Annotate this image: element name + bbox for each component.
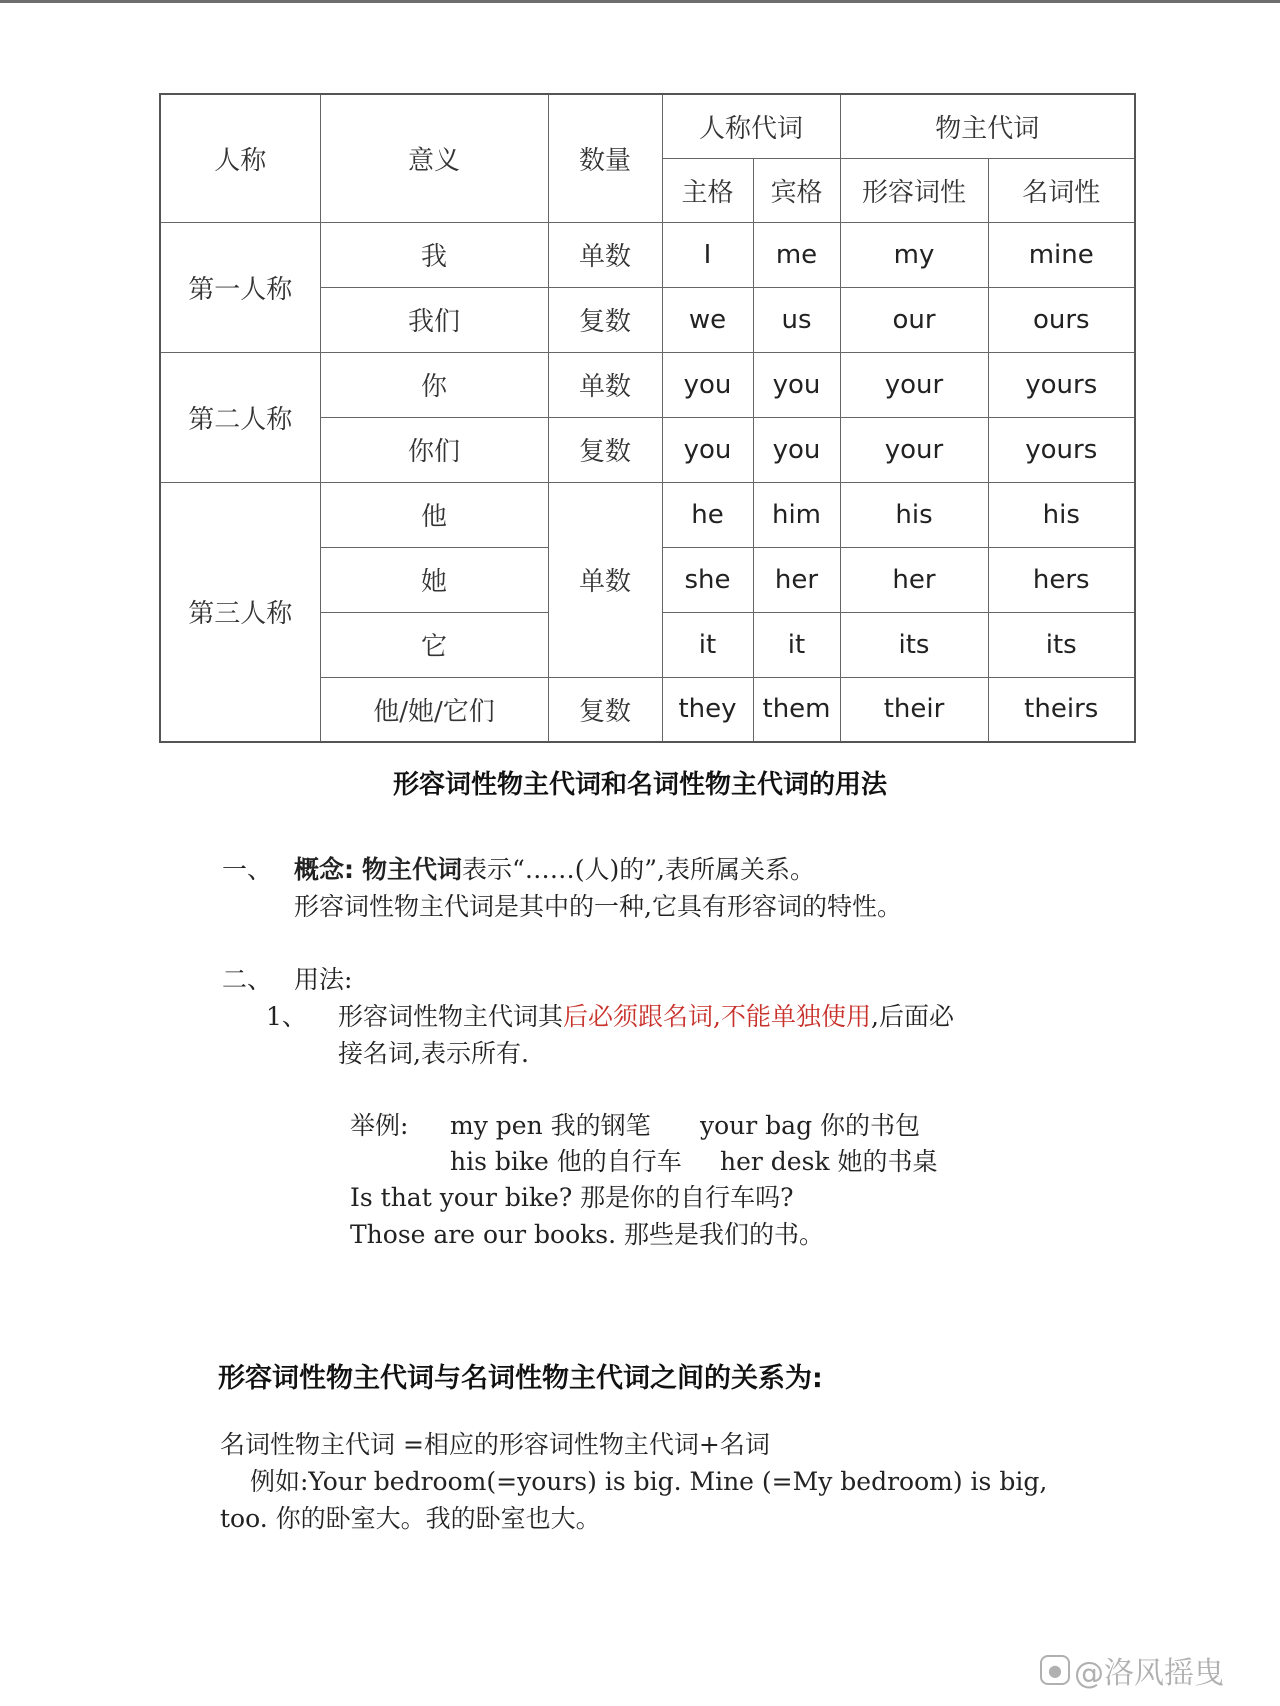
- cell-subject: I: [662, 222, 753, 287]
- example-4: her desk 她的书桌: [720, 1147, 938, 1176]
- watermark-logo-icon: ●: [1040, 1655, 1070, 1685]
- cell-adjective: my: [840, 222, 988, 287]
- cell-noun: his: [988, 482, 1135, 547]
- cell-adjective: her: [840, 547, 988, 612]
- cell-noun: ours: [988, 287, 1135, 352]
- cell-adjective: his: [840, 482, 988, 547]
- cell-meaning: 你: [320, 352, 548, 417]
- cell-number: 单数: [548, 222, 662, 287]
- example-1: my pen 我的钢笔: [450, 1111, 651, 1140]
- cell-number: 单数: [548, 482, 662, 677]
- cell-subject: it: [662, 612, 753, 677]
- concept-number: 一、: [222, 855, 273, 884]
- concept-term: 物主代词: [361, 855, 462, 884]
- cell-meaning: 它: [320, 612, 548, 677]
- cell-object: us: [753, 287, 840, 352]
- cell-meaning: 他/她/它们: [320, 677, 548, 742]
- header-person: 人称: [160, 94, 320, 222]
- cell-adjective: your: [840, 417, 988, 482]
- header-meaning: 意义: [320, 94, 548, 222]
- example-label: 举例:: [350, 1111, 409, 1140]
- cell-noun: theirs: [988, 677, 1135, 742]
- relation-example-1: 例如:Your bedroom(=yours) is big. Mine (=My bedroom) is big,: [250, 1467, 1048, 1496]
- cell-noun: mine: [988, 222, 1135, 287]
- concept-label: 概念:: [294, 855, 354, 884]
- section-title: 形容词性物主代词和名词性物主代词的用法: [392, 770, 887, 800]
- usage-label: 用法:: [294, 965, 353, 994]
- cell-adjective: our: [840, 287, 988, 352]
- cell-number: 复数: [548, 677, 662, 742]
- table-row: [160, 352, 1135, 417]
- group-third-person: 第三人称: [160, 482, 320, 742]
- usage-item-number: 1、: [266, 1002, 307, 1031]
- relation-formula: 名词性物主代词 =相应的形容词性物主代词+名词: [220, 1430, 770, 1459]
- header-number: 数量: [548, 94, 662, 222]
- cell-object: them: [753, 677, 840, 742]
- watermark: [1040, 1648, 1224, 1692]
- cell-number: 单数: [548, 352, 662, 417]
- header-adjective-form: 形容词性: [840, 158, 988, 222]
- concept-rest: 表示“……(人)的”,表所属关系。: [461, 855, 815, 884]
- cell-object: me: [753, 222, 840, 287]
- cell-object: her: [753, 547, 840, 612]
- usage-item-comma: ,: [713, 1002, 721, 1031]
- cell-noun: hers: [988, 547, 1135, 612]
- cell-noun: its: [988, 612, 1135, 677]
- example-6: Those are our books. 那些是我们的书。: [350, 1220, 825, 1249]
- table-row: [160, 222, 1135, 287]
- cell-adjective: their: [840, 677, 988, 742]
- usage-item-line-2: 接名词,表示所有.: [338, 1039, 529, 1068]
- cell-adjective: your: [840, 352, 988, 417]
- header-noun-form: 名词性: [988, 158, 1135, 222]
- usage-item-line-1: [338, 997, 954, 1033]
- usage-item-pre: 形容词性物主代词其: [338, 1002, 564, 1031]
- table-row: [160, 482, 1135, 547]
- relation-example-2: too. 你的卧室大。我的卧室也大。: [220, 1504, 601, 1533]
- cell-number: 复数: [548, 417, 662, 482]
- cell-meaning: 我们: [320, 287, 548, 352]
- cell-subject: he: [662, 482, 753, 547]
- cell-object: you: [753, 352, 840, 417]
- cell-noun: yours: [988, 352, 1135, 417]
- cell-subject: she: [662, 547, 753, 612]
- usage-item-post: ,后面必: [871, 1002, 954, 1031]
- example-2: your bag 你的书包: [700, 1111, 921, 1140]
- cell-noun: yours: [988, 417, 1135, 482]
- cell-number: 复数: [548, 287, 662, 352]
- usage-number: 二、: [222, 965, 273, 994]
- cell-meaning: 你们: [320, 417, 548, 482]
- cell-object: him: [753, 482, 840, 547]
- cell-subject: we: [662, 287, 753, 352]
- concept-line-1: [294, 850, 815, 886]
- header-subject-case: 主格: [662, 158, 753, 222]
- watermark-text: @洛风摇曳: [1074, 1656, 1224, 1691]
- cell-object: you: [753, 417, 840, 482]
- header-object-case: 宾格: [753, 158, 840, 222]
- pronoun-table: [159, 93, 1136, 743]
- cell-meaning: 他: [320, 482, 548, 547]
- cell-meaning: 我: [320, 222, 548, 287]
- cell-subject: they: [662, 677, 753, 742]
- header-personal-pronoun: 人称代词: [662, 94, 840, 158]
- cell-subject: you: [662, 417, 753, 482]
- usage-item-red-1: 后必须跟名词: [563, 1002, 714, 1031]
- example-5: Is that your bike? 那是你的自行车吗?: [350, 1183, 794, 1212]
- group-second-person: 第二人称: [160, 352, 320, 482]
- top-border-line: [0, 0, 1280, 3]
- example-3: his bike 他的自行车: [450, 1147, 682, 1176]
- concept-line-2: 形容词性物主代词是其中的一种,它具有形容词的特性。: [294, 892, 902, 921]
- group-first-person: 第一人称: [160, 222, 320, 352]
- cell-subject: you: [662, 352, 753, 417]
- cell-meaning: 她: [320, 547, 548, 612]
- usage-item-red-2: 不能单独使用: [720, 1002, 871, 1031]
- header-possessive-pronoun: 物主代词: [840, 94, 1135, 158]
- cell-object: it: [753, 612, 840, 677]
- cell-adjective: its: [840, 612, 988, 677]
- relation-title: 形容词性物主代词与名词性物主代词之间的关系为:: [218, 1363, 823, 1394]
